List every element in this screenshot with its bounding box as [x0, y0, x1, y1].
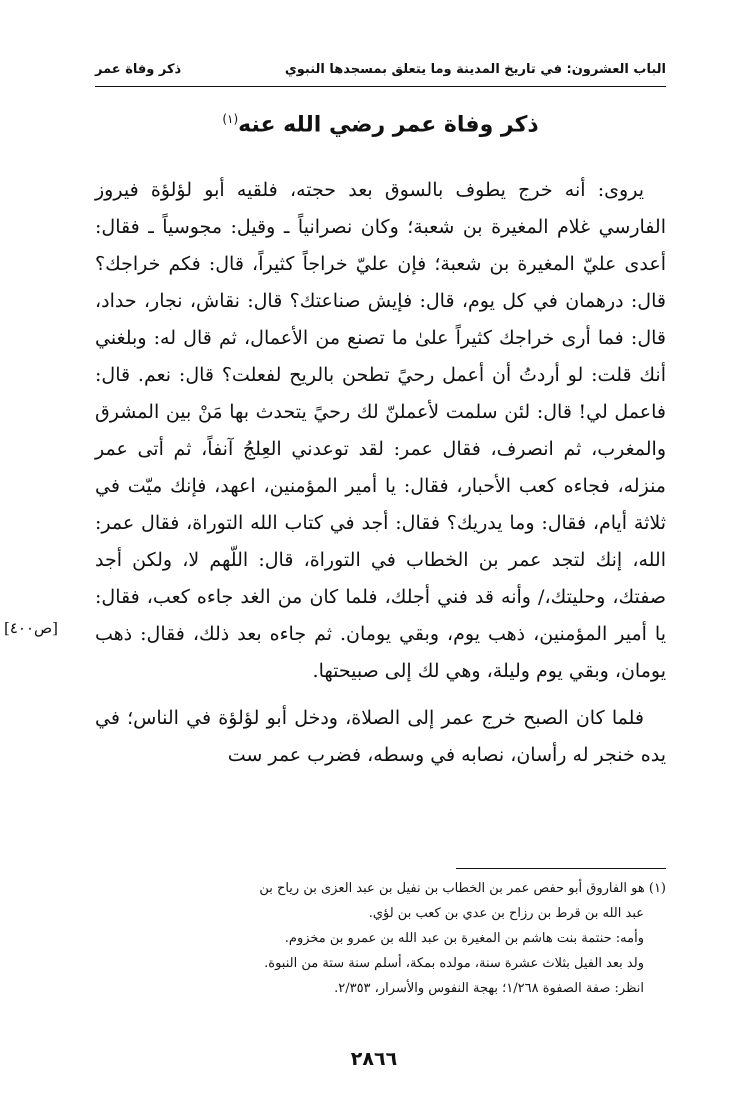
footnote-line-1: (١) هو الفاروق أبو حفص عمر بن الخطاب بن نفيل بن عبد العزى بن رياح بن — [259, 881, 666, 896]
footnote-rule — [456, 868, 666, 869]
main-text — [95, 172, 666, 774]
footnote-line-5: انظر: صفة الصفوة ١/٢٦٨؛ بهجة النفوس والأسرار، ٢/٣٥٣. — [334, 981, 644, 996]
page-marker-note: [ص٤٠٠] — [4, 619, 59, 637]
header-section-title: ذكر وفاة عمر — [95, 62, 182, 77]
paragraph-2: فلما كان الصبح خرج عمر إلى الصلاة، ودخل أبو لؤلؤة في الناس؛ في يده خنجر له رأسان، نصابه في وسطه، فضرب عمر ست — [95, 707, 666, 766]
paragraph-1: يروى: أنه خرج يطوف بالسوق بعد حجته، فلقيه أبو لؤلؤة فيروز الفارسي غلام المغيرة بن شعبة؛ وكان نصرانياً ـ وقيل: مجوسياً ـ فقال: أعدى عليّ المغيرة بن شعبة؛ فإن عليّ خراجاً كثيراً، قال: فكم خراجك؟ قال: درهمان في كل يوم، قال: فإيش صناعتك؟ قال: نقاش، نجار، حداد، قال: فما أرى خراجك كثيراً علىٰ ما تصنع من الأعمال، ثم قال له: وبلغني أنك قلت: لو أردتُ أن أعمل رحيً تطحن بالريح لفعلت؟ قال: نعم. قال: فاعمل لي! قال: لئن سلمت لأعملنّ لك رحيً يتحدث بها مَنْ بين المشرق والمغرب، ثم انصرف، فقال عمر: لقد توعدني العِلجُ آنفاً، ثم أتى عمر منزله، فجاءه كعب الأحبار، فقال: يا أمير المؤمنين، اعهد، فإنك ميّت في ثلاثة أيام، فقال: وما يدريك؟ فقال: أجد في كتاب الله التوراة، فقال عمر: الله، إنك لتجد عمر بن الخطاب في التوراة، قال: اللّهم لا، ولكن أجد صفتك، وحليتك،/ وأنه قد فني أجلك، فلما كان من الغد جاءه كعب، فقال: يا أمير المؤمنين، ذهب يوم، وبقي يومان. ثم جاءه بعد ذلك، فقال: ذهب يومان، وبقي يوم وليلة، وهي لك إلى صبيحتها. — [95, 179, 666, 682]
section-heading-text: ذكر وفاة عمر رضي الله عنه — [238, 112, 539, 138]
footnote-ref-mark: (١) — [222, 112, 239, 126]
page-number: ٢٨٦٦ — [350, 1048, 398, 1070]
section-heading — [95, 112, 666, 137]
footnote-line-3: وأمه: حنتمة بنت هاشم بن المغيرة بن عبد الله بن عمرو بن مخزوم. — [284, 931, 644, 946]
footnote-line-4: ولد بعد الفيل بثلاث عشرة سنة، مولده بمكة، أسلم سنة ستة من النبوة. — [264, 956, 644, 971]
header-rule — [95, 86, 666, 87]
header-chapter-title: الباب العشرون: في تاريخ المدينة وما يتعلق بمسجدها النبوي — [284, 62, 666, 77]
running-header — [95, 62, 666, 77]
footnote-line-2: عبد الله بن قرط بن رزاح بن عدي بن كعب بن لؤي. — [368, 906, 644, 921]
footnotes — [95, 876, 666, 1001]
